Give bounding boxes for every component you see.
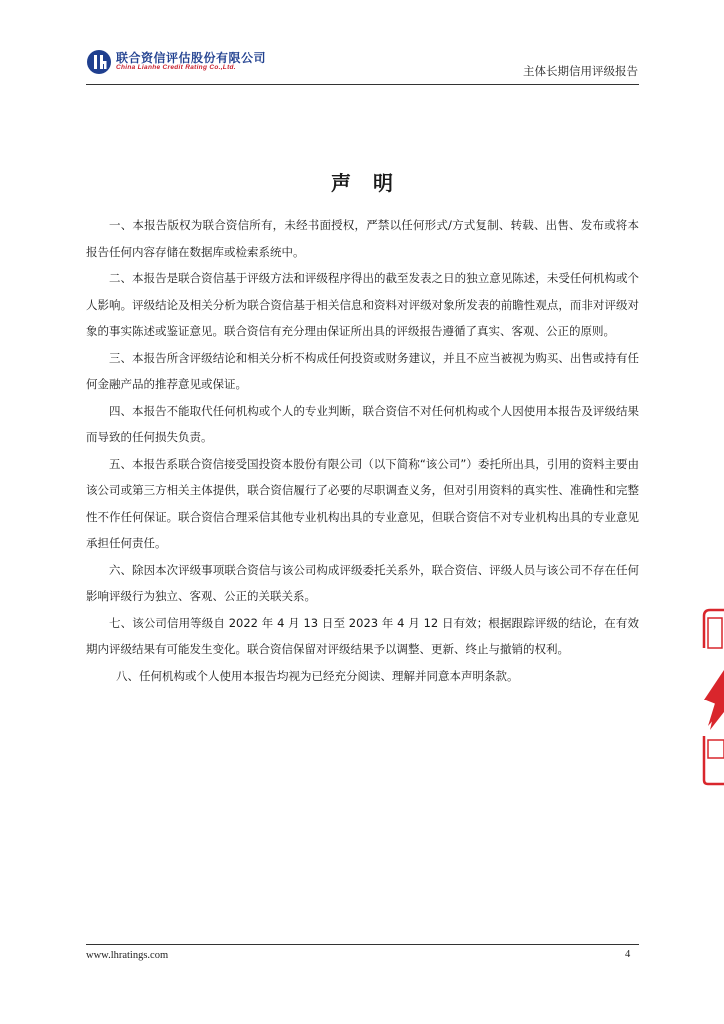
header-divider bbox=[86, 84, 639, 85]
statement-paragraph-5: 五、本报告系联合资信接受国投资本股份有限公司（以下简称“该公司”）委托所出具，引用的资料主要由该公司或第三方相关主体提供，联合资信履行了必要的尽职调查义务，但对引用资料的真实性、准确性和完整性不作任何保证。联合资信合理采信其他专业机构出具的专业意见，但联合资信不对专业机构出具的专业意见承担任何责任。 bbox=[86, 456, 639, 550]
lianhe-logo-icon bbox=[86, 49, 112, 75]
statement-paragraph-3: 三、本报告所含评级结论和相关分析不构成任何投资或财务建议，并且不应当被视为购买、出售或持有任何金融产品的推荐意见或保证。 bbox=[86, 350, 639, 391]
company-seal-stamp bbox=[702, 608, 724, 786]
footer-website: www.lhratings.com bbox=[86, 950, 169, 961]
statement-paragraph-7: 七、该公司信用等级自 2022 年 4 月 13 日至 2023 年 4 月 12 日有效；根据跟踪评级的结论，在有效期内评级结果有可能发生变化。联合资信保留对评级结果予以调整、更新、终止与撤销的权利。 bbox=[86, 615, 639, 656]
statement-paragraph-1: 一、本报告版权为联合资信所有，未经书面授权，严禁以任何形式/方式复制、转载、出售、发布或将本报告任何内容存储在数据库或检索系统中。 bbox=[86, 218, 639, 259]
statement-paragraph-8: 八、任何机构或个人使用本报告均视为已经充分阅读、理解并同意本声明条款。 bbox=[116, 668, 519, 683]
statement-paragraph-4: 四、本报告不能取代任何机构或个人的专业判断，联合资信不对任何机构或个人因使用本报告及评级结果而导致的任何损失负责。 bbox=[86, 403, 639, 444]
statement-paragraph-6: 六、除因本次评级事项联合资信与该公司构成评级委托关系外，联合资信、评级人员与该公司不存在任何影响评级行为独立、客观、公正的关联关系。 bbox=[86, 562, 639, 603]
page-title: 声明 bbox=[331, 171, 415, 195]
page-number: 4 bbox=[625, 949, 631, 960]
statement-paragraph-2: 二、本报告是联合资信基于评级方法和评级程序得出的截至发表之日的独立意见陈述，未受任何机构或个人影响。评级结论及相关分析为联合资信基于相关信息和资料对评级对象所发表的前瞻性观点，而非对评级对象的事实陈述或鉴证意见。联合资信有充分理由保证所出具的评级报告遵循了真实、客观、公正的原则。 bbox=[86, 271, 639, 338]
footer-divider bbox=[86, 944, 639, 945]
statement-body bbox=[86, 212, 639, 689]
report-type-title: 主体长期信用评级报告 bbox=[523, 64, 638, 78]
logo-english-name: China Lianhe Credit Rating Co.,Ltd. bbox=[116, 64, 236, 71]
logo-chinese-name: 联合资信评估股份有限公司 bbox=[116, 51, 267, 65]
